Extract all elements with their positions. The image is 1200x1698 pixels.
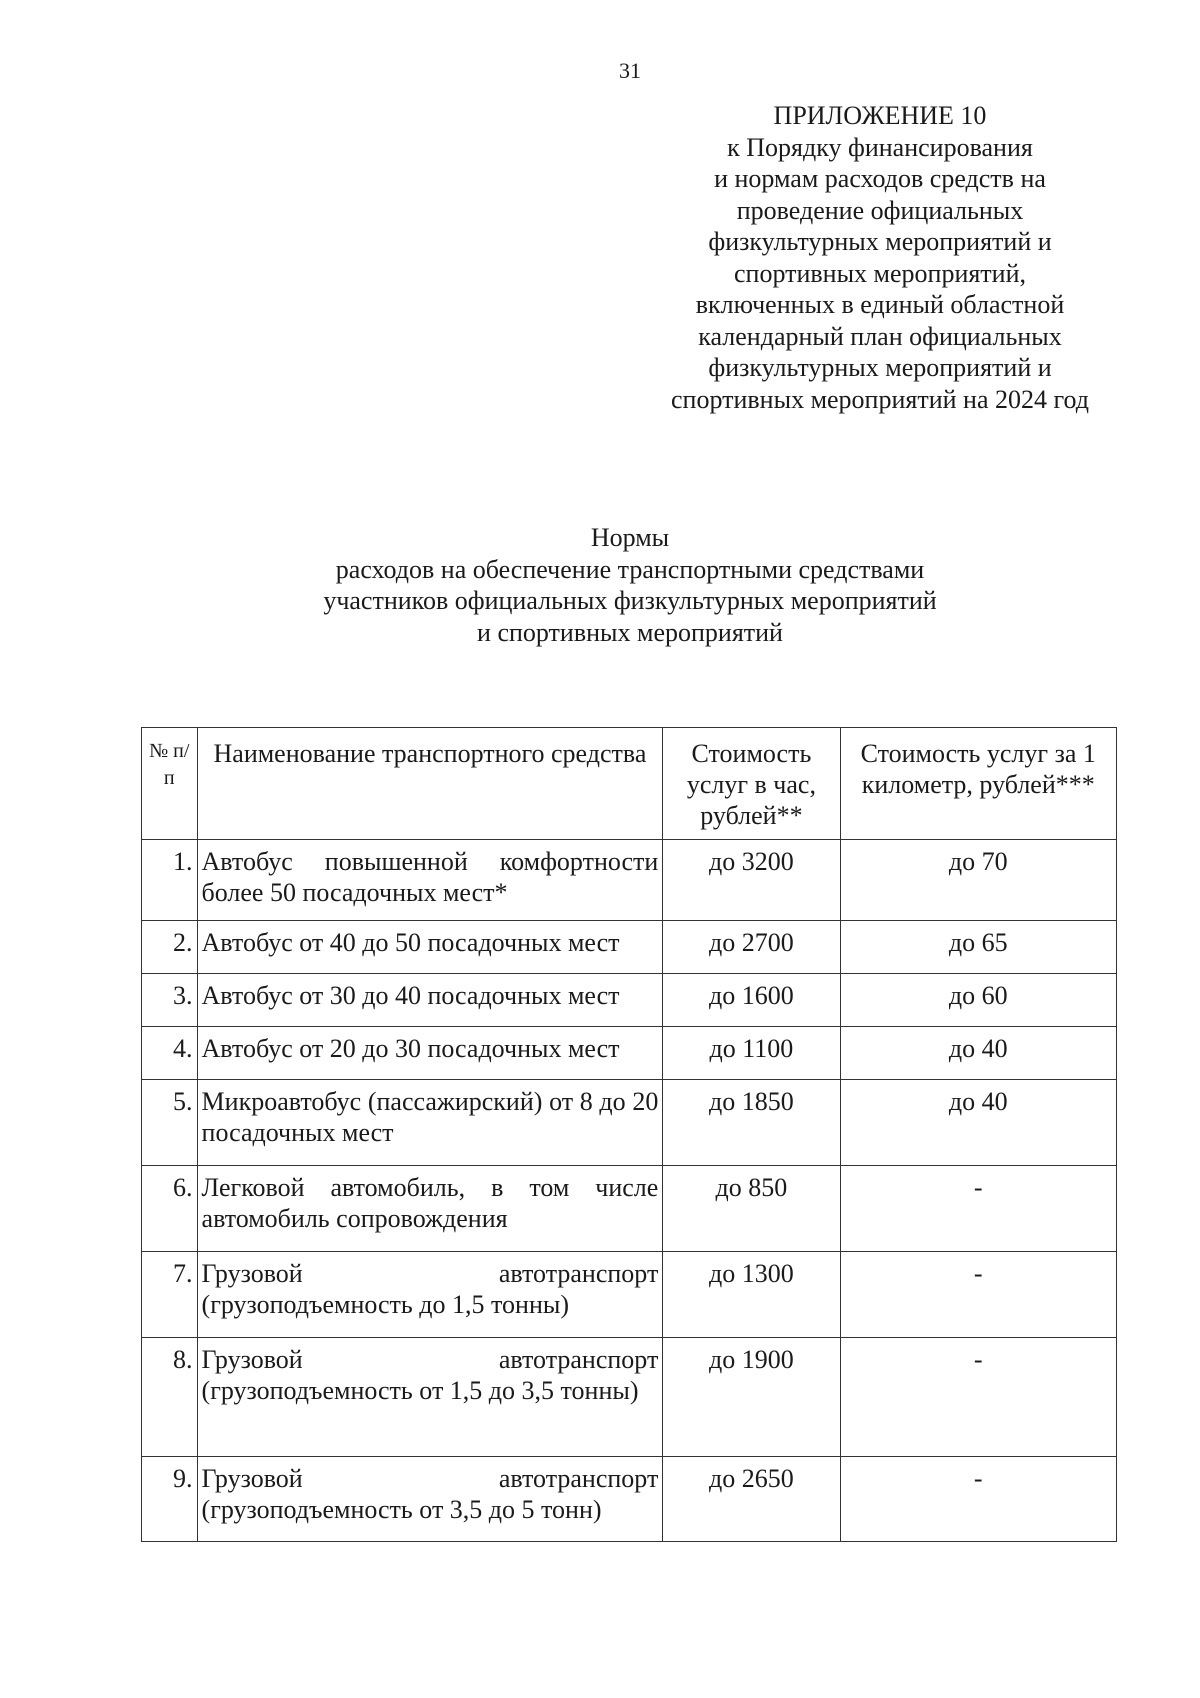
header-vehicle-name: Наименование транспортного средства — [197, 728, 663, 840]
table-row — [142, 840, 1117, 921]
title-line: расходов на обеспечение транспортными средствами — [335, 554, 925, 584]
table-row — [142, 1166, 1117, 1252]
appendix-line: физкультурных мероприятий и — [708, 227, 1052, 256]
row-number: 5. — [142, 1080, 198, 1166]
row-number: 7. — [142, 1252, 198, 1338]
vehicle-name: Микроавтобус (пассажирский) от 8 до 20 посадочных мест — [197, 1080, 663, 1166]
vehicle-name: Грузовой автотранспорт (грузоподъемность до 1,5 тонны) — [197, 1252, 663, 1338]
table-row — [142, 1080, 1117, 1166]
vehicle-name: Автобус от 20 до 30 посадочных мест — [197, 1027, 663, 1080]
table-row — [142, 1027, 1117, 1080]
cost-per-hour: до 3200 — [663, 840, 840, 921]
title-line: и спортивных мероприятий — [477, 617, 783, 647]
vehicle-name: Автобус повышенной комфортности более 50 посадочных мест* — [197, 840, 663, 921]
cost-per-km: до 60 — [840, 974, 1117, 1027]
vehicle-name: Автобус от 40 до 50 посадочных мест — [197, 921, 663, 974]
table-row — [142, 1457, 1117, 1542]
header-cost-per-hour: Стоимость услуг в час, рублей** — [663, 728, 840, 840]
cost-per-hour: до 1850 — [663, 1080, 840, 1166]
table-row — [142, 1338, 1117, 1457]
vehicle-name: Грузовой автотранспорт (грузоподъемность от 1,5 до 3,5 тонны) — [197, 1338, 663, 1457]
table-row — [142, 921, 1117, 974]
header-number: № п/п — [142, 728, 198, 840]
title-line: участников официальных физкультурных мероприятий — [323, 586, 937, 615]
vehicle-name: Грузовой автотранспорт (грузоподъемность от 3,5 до 5 тонн) — [197, 1457, 663, 1542]
appendix-line: физкультурных мероприятий и — [708, 353, 1052, 382]
appendix-line: проведение официальных — [736, 195, 1024, 225]
cost-per-km: - — [840, 1338, 1117, 1457]
cost-per-hour: до 1100 — [663, 1027, 840, 1080]
row-number: 9. — [142, 1457, 198, 1542]
table-row — [142, 974, 1117, 1027]
cost-per-km: до 40 — [840, 1027, 1117, 1080]
appendix-line: спортивных мероприятий на 2024 год — [671, 384, 1089, 414]
row-number: 8. — [142, 1338, 198, 1457]
cost-per-hour: до 850 — [663, 1166, 840, 1252]
table-header-row — [142, 728, 1117, 840]
cost-per-hour: до 1600 — [663, 974, 840, 1027]
header-cost-per-km: Стоимость услуг за 1 километр, рублей*** — [840, 728, 1117, 840]
document-title — [140, 522, 1120, 648]
cost-per-hour: до 1300 — [663, 1252, 840, 1338]
page-number: 31 — [619, 58, 641, 83]
appendix-line: включенных в единый областной — [695, 290, 1065, 319]
row-number: 4. — [142, 1027, 198, 1080]
transport-norms-table — [141, 727, 1117, 1542]
appendix-line: и нормам расходов средств на — [714, 164, 1046, 193]
cost-per-km: до 70 — [840, 840, 1117, 921]
table-row — [142, 1252, 1117, 1338]
row-number: 2. — [142, 921, 198, 974]
title-heading: Нормы — [590, 523, 670, 552]
cost-per-km: до 40 — [840, 1080, 1117, 1166]
cost-per-hour: до 2700 — [663, 921, 840, 974]
appendix-block — [640, 100, 1120, 415]
cost-per-hour: до 1900 — [663, 1338, 840, 1457]
cost-per-hour: до 2650 — [663, 1457, 840, 1542]
appendix-line: спортивных мероприятий, — [733, 258, 1027, 288]
vehicle-name: Автобус от 30 до 40 посадочных мест — [197, 974, 663, 1027]
cost-per-km: - — [840, 1457, 1117, 1542]
cost-per-km: - — [840, 1166, 1117, 1252]
appendix-line: календарный план официальных — [698, 321, 1062, 351]
row-number: 3. — [142, 974, 198, 1027]
vehicle-name: Легковой автомобиль, в том числе автомобиль сопровождения — [197, 1166, 663, 1252]
row-number: 1. — [142, 840, 198, 921]
appendix-line: к Порядку финансирования — [727, 132, 1033, 162]
appendix-heading: ПРИЛОЖЕНИЕ 10 — [773, 101, 987, 130]
cost-per-km: до 65 — [840, 921, 1117, 974]
row-number: 6. — [142, 1166, 198, 1252]
cost-per-km: - — [840, 1252, 1117, 1338]
